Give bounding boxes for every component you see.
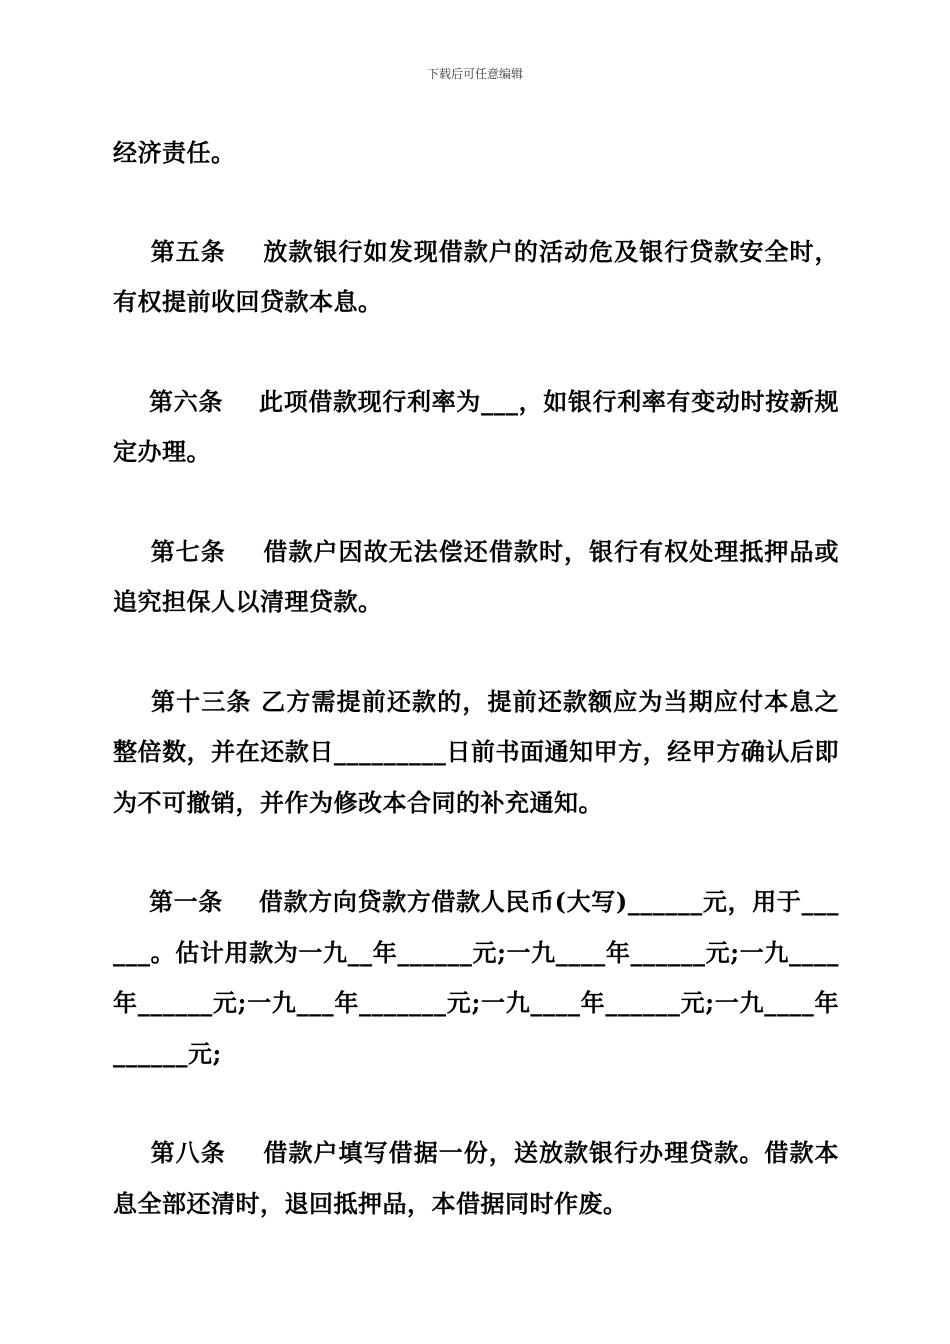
paragraph-article-6: 第六条 此项借款现行利率为___，如银行利率有变动时按新规定办理。 xyxy=(113,386,839,466)
paragraph-article-7: 第七条 借款户因故无法偿还借款时，银行有权处理抵押品或追究担保人以清理贷款。 xyxy=(113,536,840,616)
document-body xyxy=(113,128,839,1278)
page-header: 下载后可任意编辑 xyxy=(426,67,523,81)
paragraph-article-8: 第八条 借款户填写借据一份，送放款银行办理贷款。借款本息全部还清时，退回抵押品，本借据同时作废。 xyxy=(113,1138,840,1218)
paragraph-continuation: 经济责任。 xyxy=(113,138,236,167)
paragraph-article-5: 第五条 放款银行如发现借款户的活动危及银行贷款安全时，有权提前收回贷款本息。 xyxy=(113,236,840,316)
paragraph-article-1: 第一条 借款方向贷款方借款人民币(大写)______元，用于______。估计用款为一九__年______元;一九____年______元;一九____年______元;一九___年_______元;一九____年______元;一九____年______元; xyxy=(113,887,839,1068)
paragraph-article-13: 第十三条 乙方需提前还款的，提前还款额应为当期应付本息之整倍数，并在还款日_________日前书面通知甲方，经甲方确认后即为不可撤销，并作为修改本合同的补充通知。 xyxy=(113,686,839,817)
